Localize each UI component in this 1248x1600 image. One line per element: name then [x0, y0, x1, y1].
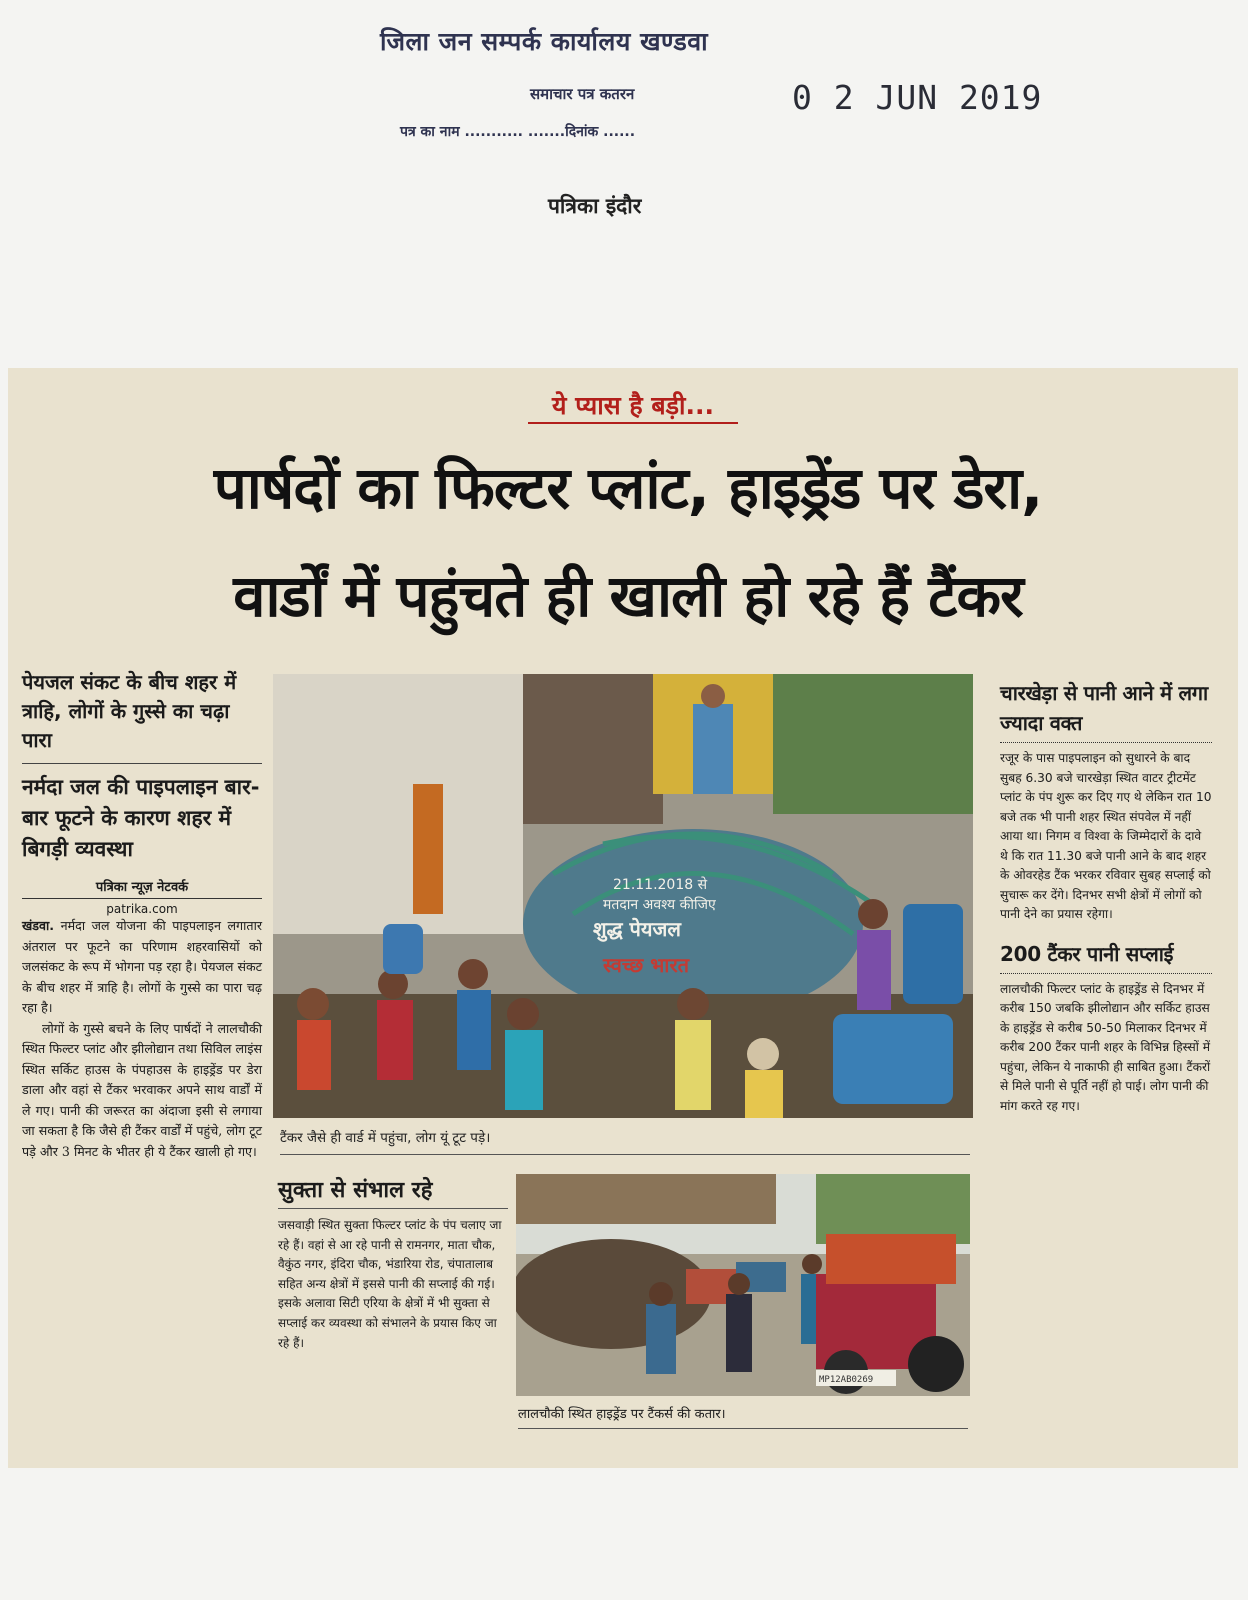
tanker-text-4: स्वच्छ भारत: [603, 953, 690, 977]
divider: [22, 763, 262, 764]
right-body-1: रजूर के पास पाइपलाइन को सुधारने के बाद सुबह 6.30 बजे चारखेड़ा स्थित वाटर ट्रीटमेंट प्लांट के पंप शुरू कर दिए गए थे लेकिन रात 10 बजे तक भी पानी शहर स्थित संपवेल में नहीं आया था। निगम व विश्वा के जिम्मेदारों के दावे थे कि रात 11.30 बजे पानी आने के बाद शहर के ओवरहेड टैंक भरकर रविवार सुबह सप्लाई को सुचारू कर देंगे। दिनभर सभी क्षेत्रों में लोगों को पानी देने का प्रयास रहेगा।: [1000, 751, 1212, 921]
tanker-queue-illustration: [516, 1174, 970, 1396]
paragraph-1: [22, 916, 262, 1019]
sub-headline-2: नर्मदा जल की पाइपलाइन बार-बार फूटने के कारण शहर में बिगड़ी व्यवस्था: [22, 775, 260, 861]
left-column: [22, 668, 262, 1162]
newspaper-name: पत्रिका इंदौर: [548, 194, 642, 218]
right-heading-2: 200 टैंकर पानी सप्लाई: [1000, 941, 1174, 966]
article-kicker: ये प्यास है बड़ी...: [528, 388, 738, 424]
tanker-text-1: 21.11.2018 से: [613, 877, 708, 893]
mid-heading: सुक्ता से संभाल रहे: [278, 1174, 508, 1209]
right-column: [1000, 678, 1212, 1116]
divider: [1000, 973, 1212, 974]
tanker-queue-photo: [516, 1174, 970, 1396]
paragraph-1-text: नर्मदा जल योजना की पाइपलाइन लगातार अंतराल पर फूटने का परिणाम शहरवासियों को जलसंकट के रूप में भोगना पड़ रहा है। पेयजल संकट के बीच शहर में त्राहि है। लोगों के गुस्से का पारा चढ़ रहा है।: [22, 918, 262, 1015]
website: patrika.com: [22, 898, 262, 916]
stamp-office-name: जिला जन सम्पर्क कार्यालय खण्डवा: [380, 27, 709, 56]
right-body-2: लालचौकी फिल्टर प्लांट के हाइड्रेंड से दिनभर में करीब 150 जबकि झीलोद्यान और सर्किट हाउस के हाइड्रेंड से करीब 50-50 मिलाकर दिनभर में करीब 200 टैंकर पानी शहर के विभिन्न हिस्सों में पहुंचा, लेकिन ये नाकाफी ही साबित हुआ। टैंकरों से मिले पानी से पूर्ति नहीं हो पाई। लोग पानी की मांग करते रह गए।: [1000, 981, 1211, 1113]
headline-line-1: पार्षदों का फिल्टर प्लांट, हाइड्रेंड पर डेरा,: [213, 454, 1043, 522]
divider: [1000, 742, 1212, 743]
tanker-crowd-illustration: [273, 674, 973, 1118]
dateline: खंडवा.: [22, 918, 55, 933]
stamp-date-value: 0 2 JUN 2019: [792, 78, 1043, 117]
newspaper-clipping: [8, 368, 1238, 1468]
photo2-caption: लालचौकी स्थित हाइड्रेंड पर टैंकर्स की कतार।: [518, 1404, 968, 1429]
tanker-crowd-photo: [273, 674, 973, 1118]
stamp-paper-row: [400, 122, 635, 141]
office-stamp: [380, 18, 1043, 158]
byline: पत्रिका न्यूज़ नेटवर्क: [95, 880, 189, 895]
stamp-date-label: दिनांक ......: [565, 124, 636, 140]
sub-headline-1: पेयजल संकट के बीच शहर में त्राहि, लोगों के गुस्से का चढ़ा पारा: [22, 670, 237, 752]
tanker-text-2: मतदान अवश्य कीजिए: [603, 897, 716, 913]
photo1-caption: टैंकर जैसे ही वार्ड में पहुंचा, लोग यूं टूट पड़े।: [280, 1128, 970, 1155]
stamp-clipping-label: समाचार पत्र कतरन: [530, 85, 635, 103]
paragraph-2: लोगों के गुस्से बचने के लिए पार्षदों ने लालचौकी स्थित फिल्टर प्लांट और झीलोद्यान तथा सिविल लाइंस स्थित सर्किट हाउस के पंपहाउस के हाइड्रेंड पर डेरा डाला और वहां से टैंकर भरवाकर अपने साथ वार्डों में ले गए। पानी की जरूरत का अंदाजा इसी से लगाया जा सकता है कि जैसे ही टैंकर वार्डों में पहुंचे, लोग टूट पड़े और 3 मिनट के भीतर ही ये टैंकर खाली हो गए।: [22, 1020, 262, 1159]
mid-body: जसवाड़ी स्थित सुक्ता फिल्टर प्लांट के पंप चलाए जा रहे हैं। वहां से आ रहे पानी से रामनगर, माता चौक, वैकुंठ नगर, इंदिरा चौक, भंडारिया रोड, चंपातालाब सहित अन्य क्षेत्रों में इससे पानी की सप्लाई की गई। इसके अलावा सिटी एरिया के क्षेत्रों में भी सुक्ता से सप्लाई कर व्यवस्था को संभालने के प्रयास किए जा रहे हैं।: [278, 1218, 502, 1350]
stamp-paper-name-label: पत्र का नाम ........... .......: [400, 124, 566, 140]
headline-line-2: वार्डों में पहुंचते ही खाली हो रहे हैं टैंकर: [233, 562, 1023, 630]
article-body: [22, 916, 262, 1162]
tractor-plate: MP12AB0269: [819, 1375, 874, 1385]
right-heading-1: चारखेड़ा से पानी आने में लगा ज्यादा वक्त: [1000, 681, 1208, 735]
tanker-text-3: शुद्ध पेयजल: [593, 917, 681, 941]
